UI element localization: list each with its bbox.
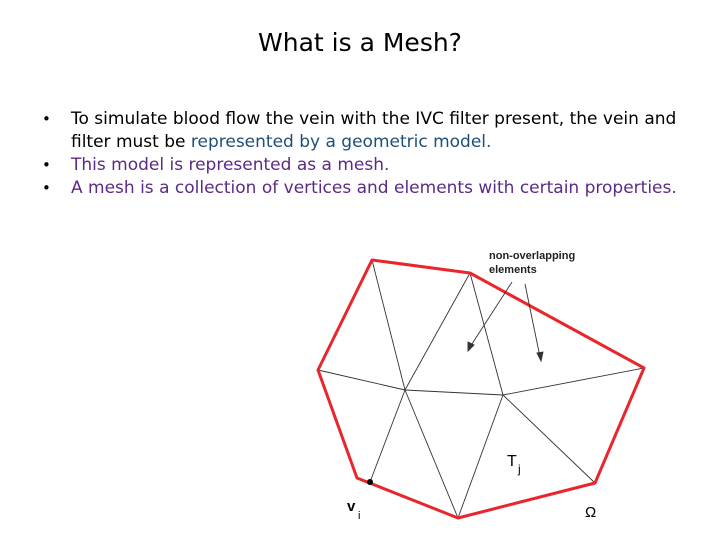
- bullet-text: A mesh is a collection of vertices and elements with certain properties.: [71, 178, 677, 198]
- bullet-text: To simulate blood flow the vein with the IVC filter present, the vein and filter must be: [71, 109, 677, 152]
- page-title: What is a Mesh?: [258, 28, 462, 57]
- bullet-text-end: .: [486, 132, 492, 152]
- mesh-edge: [503, 368, 644, 395]
- mesh-edge: [405, 390, 503, 395]
- mesh-edge: [405, 273, 470, 390]
- mesh-edge: [318, 370, 405, 390]
- mesh-edge: [503, 395, 595, 483]
- mesh-edge: [372, 260, 405, 390]
- vertex-label: v: [347, 498, 356, 515]
- annotation-label-line1: non-overlapping: [489, 250, 576, 262]
- arrowhead: [468, 342, 474, 351]
- vertex-dot: [367, 479, 373, 485]
- vertex-subscript: i: [358, 510, 361, 522]
- mesh-diagram: [305, 245, 665, 530]
- bullet-item: [42, 154, 692, 177]
- mesh-edge: [370, 390, 405, 482]
- mesh-boundary: [318, 260, 644, 518]
- arrow-line: [525, 284, 540, 357]
- element-label: T: [507, 453, 517, 470]
- arrowhead: [537, 352, 543, 361]
- element-subscript: j: [518, 462, 521, 476]
- mesh-edge: [470, 273, 503, 395]
- bullet-highlight-text: represented by a geometric model: [190, 132, 487, 152]
- domain-omega-label: Ω: [585, 504, 597, 521]
- bullet-text: This model is represented as a mesh.: [71, 155, 390, 175]
- bullet-item: [42, 177, 692, 200]
- bullet-list: [42, 108, 692, 200]
- arrow-line: [470, 282, 512, 347]
- mesh-edge: [458, 395, 503, 518]
- annotation-label-line2: elements: [489, 264, 537, 276]
- bullet-item: [42, 108, 692, 154]
